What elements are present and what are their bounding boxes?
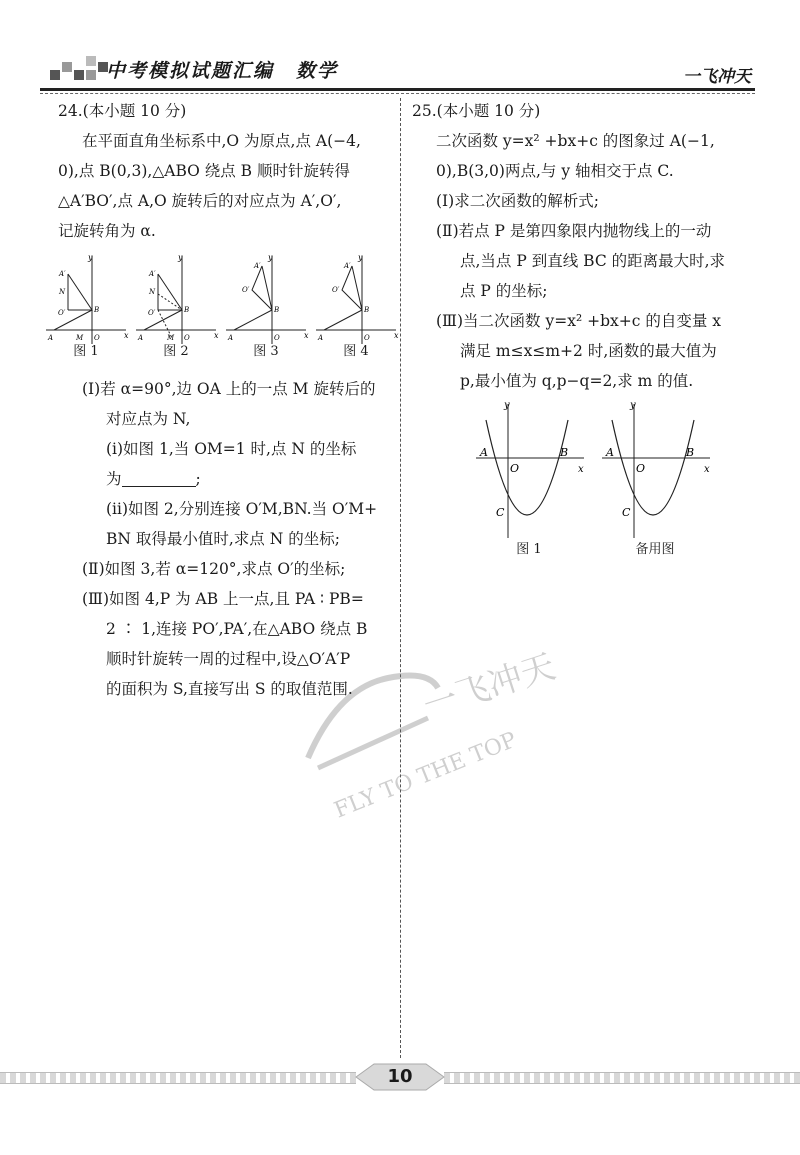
figure-caption: 图 2 [163, 344, 189, 359]
q24-part1-i: (ⅰ)如图 1,当 OM=1 时,点 N 的坐标 [106, 440, 357, 458]
q25-part3-line: 满足 m≤x≤m+2 时,函数的最大值为 [460, 342, 717, 360]
point-label: A [228, 334, 234, 342]
q25-part1: (Ⅰ)求二次函数的解析式; [436, 192, 599, 210]
point-label: C [622, 506, 631, 519]
point-label: O [636, 462, 646, 475]
q24-figures [48, 246, 399, 374]
axis-y-label: y [178, 253, 183, 262]
q24-heading: 24.(本小题 10 分) [58, 102, 187, 120]
point-label: A [606, 446, 614, 459]
answer-blank[interactable] [122, 468, 196, 487]
axis-x-label: x [214, 331, 219, 340]
point-label: O [274, 334, 280, 342]
axis-y-label: y [630, 400, 636, 411]
q24-part3-line: 的面积为 S,直接写出 S 的取值范围. [106, 680, 353, 698]
point-label: O′ [332, 286, 340, 294]
q24-part1-ii-line: (ⅱ)如图 2,分别连接 O′M,BN.当 O′M+ [106, 500, 378, 518]
point-label: O′ [242, 286, 250, 294]
watermark-cn: 一飞冲天 [418, 646, 561, 727]
column-divider [400, 98, 401, 1058]
footer-band-left [0, 1072, 356, 1084]
point-label: A [318, 334, 324, 342]
point-label: A [48, 334, 54, 342]
axis-x-label: x [394, 331, 399, 340]
q24-part1-i-answer [58, 464, 396, 494]
q24-part3-line: 2 ∶ 1,连接 PO′,PA′,在△ABO 绕点 B [106, 620, 368, 638]
point-label: N [59, 288, 66, 296]
point-label: N [149, 288, 156, 296]
q25-part3-line: p,最小值为 q,p−q=2,求 m 的值. [460, 372, 694, 390]
point-label: M [76, 334, 84, 342]
q24-part1-i-suffix: ; [195, 470, 201, 488]
figure-caption: 图 1 [73, 344, 99, 359]
point-label: B [274, 306, 280, 314]
point-label: B [94, 306, 100, 314]
page-header [40, 48, 755, 94]
watermark-logo [278, 646, 561, 838]
axis-x-label: x [124, 331, 129, 340]
figure-caption: 图 3 [253, 344, 279, 359]
axis-x-label: x [704, 464, 710, 475]
q25-figures [412, 400, 760, 560]
q24-part1-line: (Ⅰ)若 α=90°,边 OA 上的一点 M 旋转后的 [82, 380, 376, 398]
point-label: A′ [254, 262, 261, 270]
q25-part2-line: (Ⅱ)若点 P 是第四象限内抛物线上的一动 [436, 222, 712, 240]
q24-part3-line: (Ⅲ)如图 4,P 为 AB 上一点,且 PA ∶ PB= [82, 590, 364, 608]
q25-stem-line: 0),B(3,0)两点,与 y 轴相交于点 C. [436, 162, 674, 180]
axis-x-label: x [304, 331, 309, 340]
point-label: C [496, 506, 505, 519]
q24-part1-ii-line: BN 取得最小值时,求点 N 的坐标; [106, 530, 340, 548]
point-label: A′ [149, 270, 156, 278]
q25-heading: 25.(本小题 10 分) [412, 102, 541, 120]
point-label: O [510, 462, 520, 475]
axis-x-label: x [578, 464, 584, 475]
q25-part2-line: 点 P 的坐标; [460, 282, 548, 300]
point-label: A′ [344, 262, 351, 270]
q24-stem-line: 记旋转角为 α. [58, 222, 156, 240]
q24-part1-line: 对应点为 N, [106, 410, 191, 428]
header-rule-dashed [40, 93, 755, 94]
point-label: O′ [58, 309, 66, 317]
figure-caption: 图 4 [343, 344, 369, 359]
point-label: A [138, 334, 144, 342]
subject-label: 数学 [296, 60, 339, 82]
axis-y-label: y [88, 253, 93, 262]
point-label: B [686, 446, 695, 459]
brand-label: 一飞冲天 [683, 67, 751, 87]
question-24 [48, 96, 399, 704]
q24-stem-line: 在平面直角坐标系中,O 为原点,点 A(−4, [82, 132, 361, 150]
question-25 [412, 96, 760, 560]
q24-figure-4 [314, 252, 402, 347]
point-label: M [167, 334, 175, 342]
q25-stem-line: 二次函数 y=x² +bx+c 的图象过 A(−1, [436, 132, 715, 150]
q24-part2: (Ⅱ)如图 3,若 α=120°,求点 O′的坐标; [82, 560, 346, 578]
q25-figure-backup [598, 400, 718, 540]
q24-stem-line: △A′BO′,点 A,O 旋转后的对应点为 A′,O′, [58, 192, 342, 210]
book-title [106, 56, 338, 83]
point-label: A′ [59, 270, 66, 278]
point-label: O′ [148, 309, 156, 317]
footer-band-right [444, 1072, 800, 1084]
watermark-en: FLY TO THE TOP [330, 727, 521, 824]
point-label: B [184, 306, 190, 314]
point-label: O [364, 334, 370, 342]
q24-stem-line: 0),点 B(0,3),△ABO 绕点 B 顺时针旋转得 [58, 162, 350, 180]
q24-figure-3 [224, 252, 312, 347]
page-footer [0, 1058, 800, 1098]
point-label: O [94, 334, 100, 342]
q25-part3-line: (Ⅲ)当二次函数 y=x² +bx+c 的自变量 x [436, 312, 722, 330]
page-number: 10 [387, 1066, 413, 1087]
book-title-text: 中考模拟试题汇编 [106, 60, 275, 82]
point-label: O [184, 334, 190, 342]
header-rule [40, 88, 755, 91]
axis-y-label: y [358, 253, 363, 262]
point-label: B [560, 446, 569, 459]
q25-figure-1 [472, 400, 592, 540]
q24-figure-2 [134, 252, 222, 347]
figure-caption: 图 1 [516, 542, 542, 557]
q24-figure-1 [44, 252, 132, 347]
axis-y-label: y [268, 253, 273, 262]
q24-part1-i-prefix: 为 [106, 470, 122, 488]
axis-y-label: y [504, 400, 510, 411]
point-label: B [364, 306, 370, 314]
point-label: A [480, 446, 488, 459]
figure-caption: 备用图 [635, 542, 675, 557]
q25-part2-line: 点,当点 P 到直线 BC 的距离最大时,求 [460, 252, 726, 270]
q24-part3-line: 顺时针旋转一周的过程中,设△O′A′P [106, 650, 351, 668]
